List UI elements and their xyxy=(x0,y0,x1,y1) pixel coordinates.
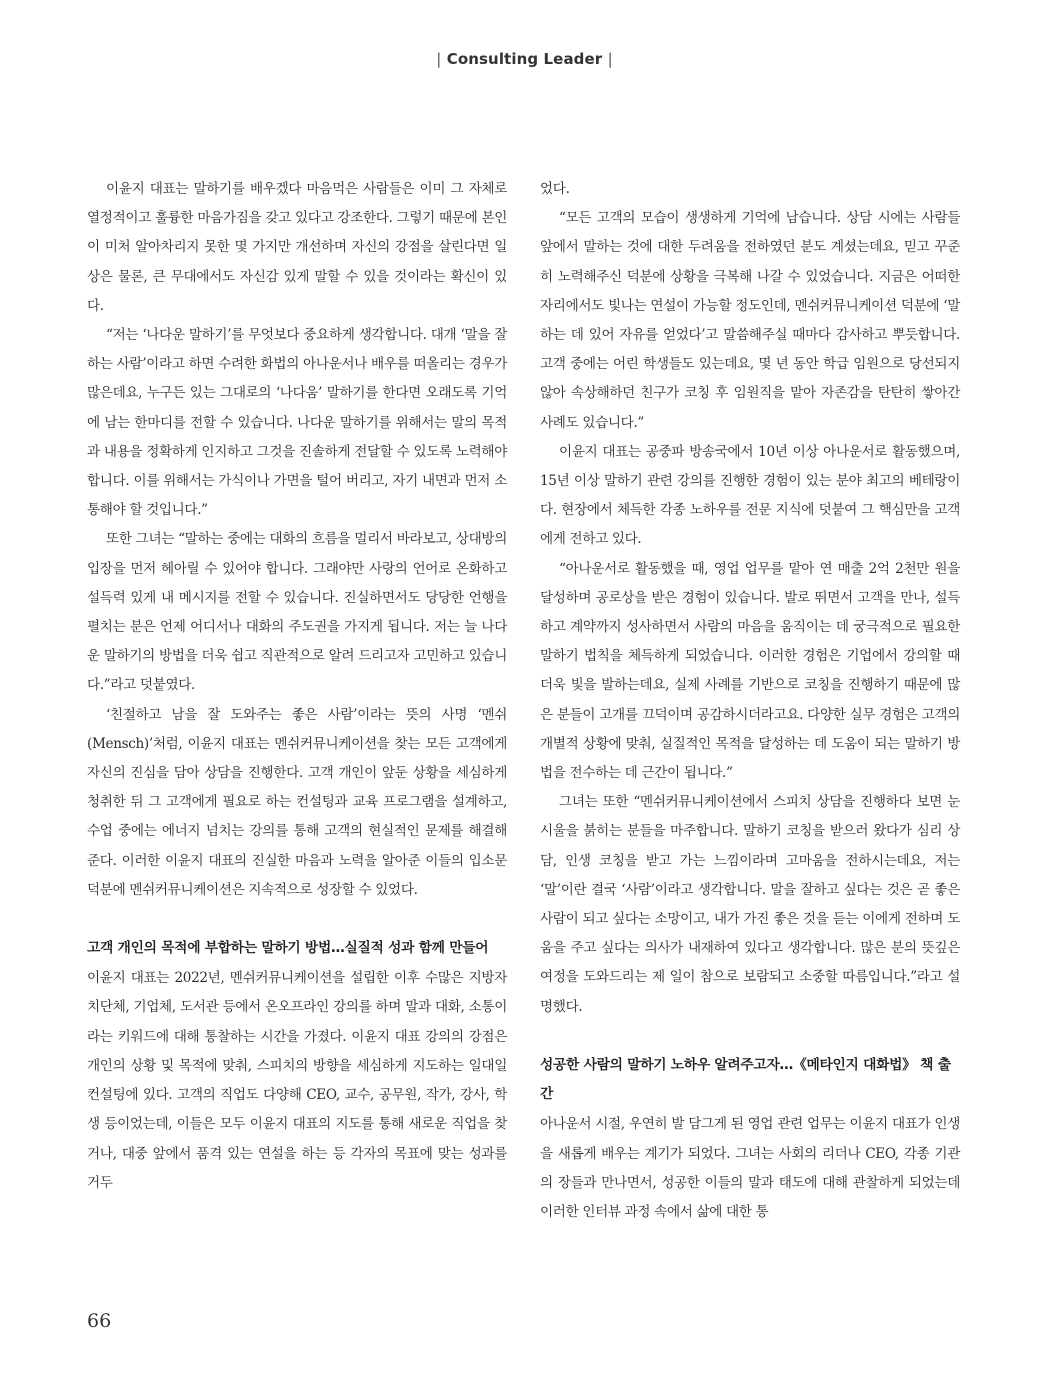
paragraph: “아나운서로 활동했을 때, 영업 업무를 맡아 연 매출 2억 2천만 원을 달성하며 공로상을 받은 경험이 있습니다. 발로 뛰면서 고객을 만나, 설득하고 계약까지 성사하면서 사람의 마음을 움직이는 데 궁극적으로 필요한 말하기 법칙을 체득하게 되었습니다. 이러한 경험은 기업에서 강의할 때 더욱 빛을 발하는데요, 실제 사례를 기반으로 코칭을 진행하기 때문에 많은 분들이 고개를 끄덕이며 공감하시더라고요. 다양한 실무 경험은 고객의 개별적 상황에 맞춰, 실질적인 목적을 달성하는 데 도움이 되는 말하기 방법을 전수하는 데 근간이 됩니다.” xyxy=(540,560,960,782)
header-divider-left: | xyxy=(436,50,442,68)
paragraph: 그녀는 또한 “멘쉬커뮤니케이션에서 스피치 상담을 진행하다 보면 눈시울을 붉히는 분들을 마주합니다. 말하기 코칭을 받으러 왔다가 심리 상담, 인생 코칭을 받고 가는 느낌이라며 고마움을 전하시는데요, 저는 ‘말’이란 결국 ‘사람’이라고 생각합니다. 말을 잘하고 싶다는 것은 곧 좋은 사람이 되고 싶다는 소망이고, 내가 가진 좋은 것을 듣는 이에게 전하며 도움을 주고 싶다는 의사가 내재하여 있다고 생각합니다. 많은 분의 뜻깊은 여정을 도와드리는 제 일이 참으로 보람되고 소중할 따름입니다.”라고 설명했다. xyxy=(540,794,960,1015)
section-heading: 고객 개인의 목적에 부합하는 말하기 방법…실질적 성과 함께 만들어 xyxy=(87,940,489,957)
left-column xyxy=(87,175,507,1198)
paragraph: 이윤지 대표는 말하기를 배우겠다 마음먹은 사람들은 이미 그 자체로 열정적이고 훌륭한 마음가짐을 갖고 있다고 강조한다. 그렇기 때문에 본인이 미처 알아차리지 못한 몇 가지만 개선하며 자신의 강점을 살린다면 일상은 물론, 큰 무대에서도 자신감 있게 말할 수 있을 것이라는 확신이 있다. xyxy=(87,181,507,314)
right-column xyxy=(540,175,960,1227)
section-heading: 성공한 사람의 말하기 노하우 알려주고자…《메타인지 대화법》 책 출간 xyxy=(540,1056,951,1103)
paragraph: 이윤지 대표는 2022년, 멘쉬커뮤니케이션을 설립한 이후 수많은 지방자치단체, 기업체, 도서관 등에서 온오프라인 강의를 하며 말과 대화, 소통이라는 키워드에 대해 통찰하는 시간을 가졌다. 이윤지 대표 강의의 강점은 개인의 상황 및 목적에 맞춰, 스피치의 방향을 세심하게 지도하는 일대일 컨설팅에 있다. 고객의 직업도 다양해 CEO, 교수, 공무원, 작가, 강사, 학생 등이었는데, 이들은 모두 이윤지 대표의 지도를 통해 새로운 직업을 찾거나, 대중 앞에서 품격 있는 연설을 하는 등 각자의 목표에 맞는 성과를 거두 xyxy=(87,970,507,1191)
running-header xyxy=(0,50,1049,68)
paragraph: “모든 고객의 모습이 생생하게 기억에 남습니다. 상담 시에는 사람들 앞에서 말하는 것에 대한 두려움을 전하였던 분도 계셨는데요, 믿고 꾸준히 노력해주신 덕분에 상황을 극복해 나갈 수 있었습니다. 지금은 어떠한 자리에서도 빛나는 연설이 가능할 정도인데, 멘쉬커뮤니케이션 덕분에 ‘말하는 데 있어 자유를 얻었다’고 말씀해주실 때마다 감사하고 뿌듯합니다. 고객 중에는 어린 학생들도 있는데요, 몇 년 동안 학급 임원으로 당선되지 않아 속상해하던 친구가 코칭 후 임원직을 맡아 자존감을 탄탄히 쌓아간 사례도 있습니다.” xyxy=(540,210,960,431)
paragraph: 이윤지 대표는 공중파 방송국에서 10년 이상 아나운서로 활동했으며, 15년 이상 말하기 관련 강의를 진행한 경험이 있는 분야 최고의 베테랑이다. 현장에서 체득한 각종 노하우를 전문 지식에 덧붙여 그 핵심만을 고객에게 전하고 있다. xyxy=(540,443,960,548)
paragraph: 아나운서 시절, 우연히 발 담그게 된 영업 관련 업무는 이윤지 대표가 인생을 새롭게 배우는 계기가 되었다. 그녀는 사회의 리더나 CEO, 각종 기관의 장들과 만나면서, 성공한 이들의 말과 태도에 대해 관찰하게 되었는데 이러한 인터뷰 과정 속에서 삶에 대한 통 xyxy=(540,1116,960,1220)
header-title: Consulting Leader xyxy=(446,50,603,68)
paragraph: “저는 ‘나다운 말하기’를 무엇보다 중요하게 생각합니다. 대개 ‘말을 잘하는 사람’이라고 하면 수려한 화법의 아나운서나 배우를 떠올리는 경우가 많은데요, 누구든 있는 그대로의 ‘나다움’ 말하기를 한다면 오래도록 기억에 남는 한마디를 전할 수 있습니다. 나다운 말하기를 위해서는 말의 목적과 내용을 정확하게 인지하고 그것을 진솔하게 전달할 수 있도록 노력해야 합니다. 이를 위해서는 가식이나 가면을 털어 버리고, 자기 내면과 먼저 소통해야 할 것입니다.” xyxy=(87,327,507,519)
paragraph: 또한 그녀는 “말하는 중에는 대화의 흐름을 멀리서 바라보고, 상대방의 입장을 먼저 헤아릴 수 있어야 합니다. 그래야만 사랑의 언어로 온화하고 설득력 있게 내 메시지를 전할 수 있습니다. 진실하면서도 당당한 언행을 펼치는 분은 언제 어디서나 대화의 주도권을 가지게 됩니다. 저는 늘 나다운 말하기의 방법을 더욱 쉽고 직관적으로 알려 드리고자 고민하고 있습니다.”라고 덧붙였다. xyxy=(87,531,507,694)
paragraph: ‘친절하고 남을 잘 도와주는 좋은 사람’이라는 뜻의 사명 ‘멘쉬(Mensch)’처럼, 이윤지 대표는 멘쉬커뮤니케이션을 찾는 모든 고객에게 자신의 진심을 담아 상담을 진행한다. 고객 개인이 앞둔 상황을 세심하게 청취한 뒤 그 고객에게 필요로 하는 컨설팅과 교육 프로그램을 설계하고, 수업 중에는 에너지 넘치는 강의를 통해 고객의 현실적인 문제를 해결해 준다. 이러한 이윤지 대표의 진실한 마음과 노력을 알아준 이들의 입소문 덕분에 멘쉬커뮤니케이션은 지속적으로 성장할 수 있었다. xyxy=(87,706,507,898)
page-number: 66 xyxy=(87,1310,112,1332)
paragraph: 었다. xyxy=(540,181,570,197)
header-divider-right: | xyxy=(607,50,613,68)
